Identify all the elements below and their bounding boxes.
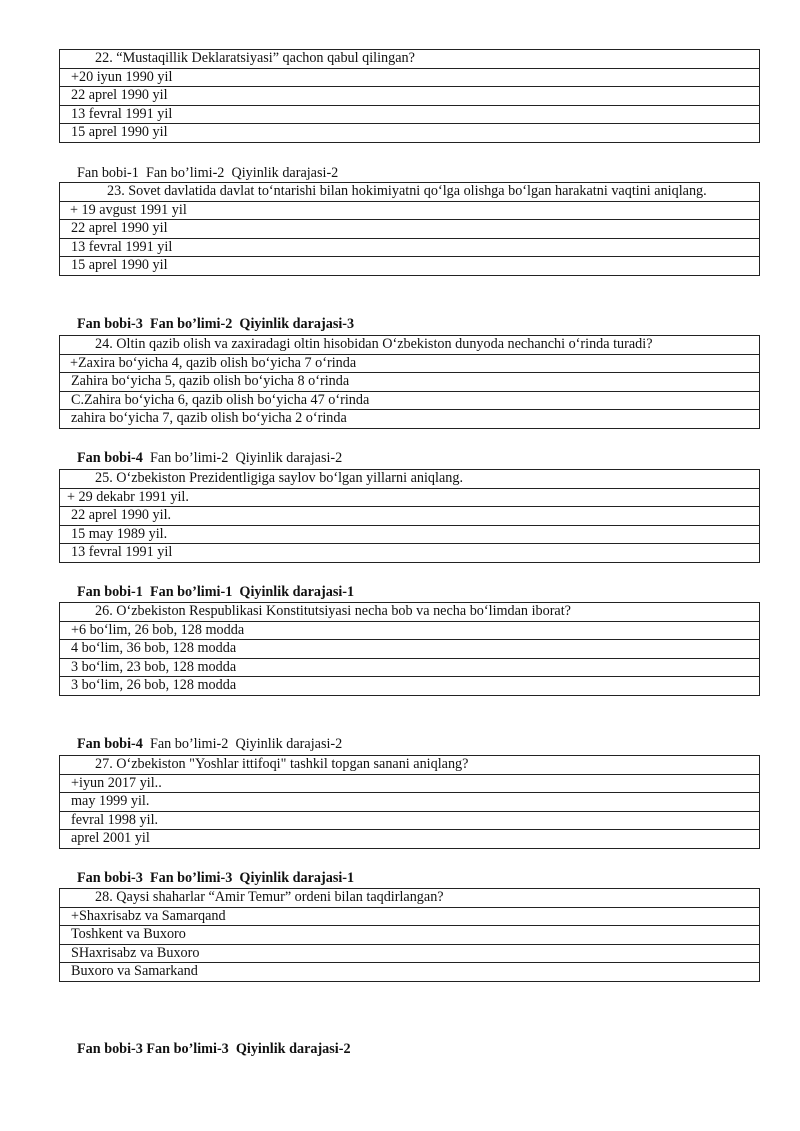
answer-option: + 29 dekabr 1991 yil. xyxy=(60,488,760,507)
question-block xyxy=(59,602,760,696)
question-table xyxy=(59,888,760,982)
question-block xyxy=(59,335,760,429)
answer-option: aprel 2001 yil xyxy=(60,830,760,849)
section-heading: Fan bobi-3 Fan bo’limi-3 Qiyinlik darajasi-2 xyxy=(77,1041,351,1057)
question-table xyxy=(59,335,760,429)
answer-option: 22 aprel 1990 yil xyxy=(60,220,760,239)
question-block xyxy=(59,182,760,276)
question-table xyxy=(59,182,760,276)
answer-option: zahira bo‘yicha 7, qazib olish bo‘yicha 2 o‘rinda xyxy=(60,410,760,429)
question-block xyxy=(59,755,760,849)
question-block xyxy=(59,49,760,143)
answer-option: 15 aprel 1990 yil xyxy=(60,257,760,276)
question-text: 24. Oltin qazib olish va zaxiradagi oltin hisobidan O‘zbekiston dunyoda nechanchi o‘rinda turadi? xyxy=(60,336,760,355)
answer-option: 22 aprel 1990 yil. xyxy=(60,507,760,526)
question-table xyxy=(59,602,760,696)
answer-option: 3 bo‘lim, 26 bob, 128 modda xyxy=(60,677,760,696)
answer-option: C.Zahira bo‘yicha 6, qazib olish bo‘yicha 47 o‘rinda xyxy=(60,391,760,410)
question-table xyxy=(59,49,760,143)
answer-option: +Shaxrisabz va Samarqand xyxy=(60,907,760,926)
answer-option: Zahira bo‘yicha 5, qazib olish bo‘yicha 8 o‘rinda xyxy=(60,373,760,392)
answer-option: fevral 1998 yil. xyxy=(60,811,760,830)
question-text: 25. O‘zbekiston Prezidentligiga saylov bo‘lgan yillarni aniqlang. xyxy=(60,470,760,489)
answer-option: + 19 avgust 1991 yil xyxy=(60,201,760,220)
section-heading: Fan bobi-3 Fan bo’limi-3 Qiyinlik darajasi-1 xyxy=(77,870,355,886)
question-table xyxy=(59,469,760,563)
answer-option: 15 may 1989 yil. xyxy=(60,525,760,544)
section-heading: Fan bobi-4 Fan bo’limi-2 Qiyinlik darajasi-2 xyxy=(77,450,343,466)
section-heading: Fan bobi-3 Fan bo’limi-2 Qiyinlik darajasi-3 xyxy=(77,316,355,332)
answer-option: 15 aprel 1990 yil xyxy=(60,124,760,143)
answer-option: 13 fevral 1991 yil xyxy=(60,105,760,124)
answer-option: +6 bo‘lim, 26 bob, 128 modda xyxy=(60,621,760,640)
question-block xyxy=(59,888,760,982)
answer-option: SHaxrisabz va Buxoro xyxy=(60,944,760,963)
answer-option: Toshkent va Buxoro xyxy=(60,926,760,945)
question-text: 27. O‘zbekiston "Yoshlar ittifoqi" tashkil topgan sanani aniqlang? xyxy=(60,756,760,775)
answer-option: +iyun 2017 yil.. xyxy=(60,774,760,793)
question-text: 26. O‘zbekiston Respublikasi Konstitutsiyasi necha bob va necha bo‘limdan iborat? xyxy=(60,603,760,622)
question-block xyxy=(59,469,760,563)
question-text: 28. Qaysi shaharlar “Amir Temur” ordeni bilan taqdirlangan? xyxy=(60,889,760,908)
answer-option: 13 fevral 1991 yil xyxy=(60,544,760,563)
answer-option: 3 bo‘lim, 23 bob, 128 modda xyxy=(60,658,760,677)
answer-option: 4 bo‘lim, 36 bob, 128 modda xyxy=(60,640,760,659)
answer-option: Buxoro va Samarkand xyxy=(60,963,760,982)
section-heading: Fan bobi-1 Fan bo’limi-1 Qiyinlik darajasi-1 xyxy=(77,584,355,600)
answer-option: +20 iyun 1990 yil xyxy=(60,68,760,87)
answer-option: 13 fevral 1991 yil xyxy=(60,238,760,257)
section-heading: Fan bobi-1 Fan bo’limi-2 Qiyinlik darajasi-2 xyxy=(77,165,339,181)
section-heading: Fan bobi-4 Fan bo’limi-2 Qiyinlik darajasi-2 xyxy=(77,736,343,752)
question-table xyxy=(59,755,760,849)
answer-option: may 1999 yil. xyxy=(60,793,760,812)
answer-option: +Zaxira bo‘yicha 4, qazib olish bo‘yicha 7 o‘rinda xyxy=(60,354,760,373)
question-text: 23. Sovet davlatida davlat to‘ntarishi bilan hokimiyatni qo‘lga olishga bo‘lgan harakatni vaqtini aniqlang. xyxy=(60,183,760,202)
answer-option: 22 aprel 1990 yil xyxy=(60,87,760,106)
question-text: 22. “Mustaqillik Deklaratsiyasi” qachon qabul qilingan? xyxy=(60,50,760,69)
